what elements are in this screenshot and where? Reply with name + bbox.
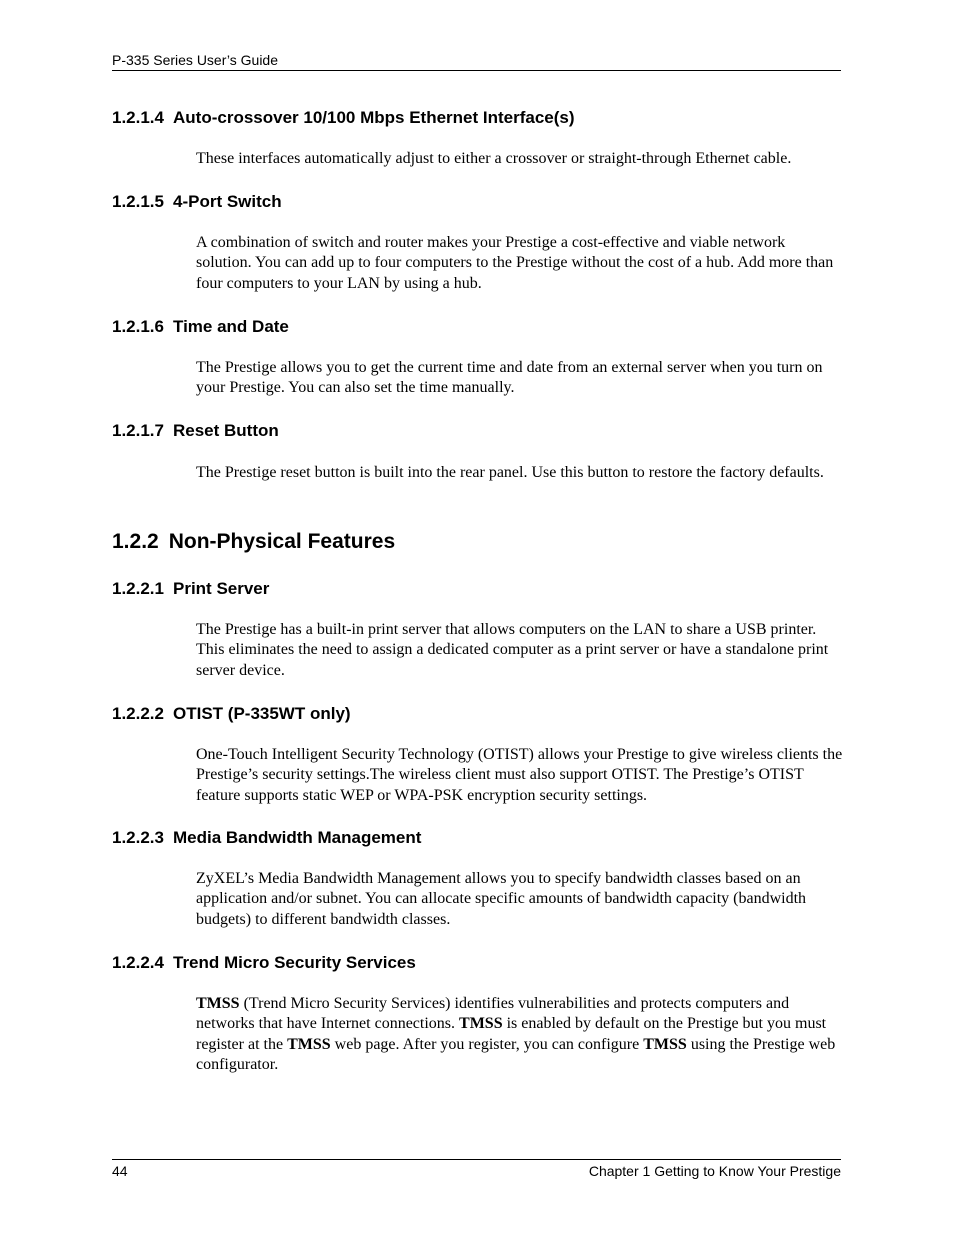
section-number: 1.2.2.4 bbox=[112, 953, 164, 972]
text-segment: (Trend Micro Security Services) identifies vulnerabilities and protects computers and networks that have Internet connections. bbox=[196, 995, 790, 1033]
heading-1-2-1-6 bbox=[112, 317, 289, 337]
section-title: Non-Physical Features bbox=[168, 530, 396, 553]
section-number: 1.2.2.1 bbox=[112, 579, 164, 598]
section-title: Auto-crossover 10/100 Mbps Ethernet Interface(s) bbox=[173, 108, 575, 127]
paragraph-ethernet-interface: These interfaces automatically adjust to either a crossover or straight-through Ethernet cable. bbox=[196, 150, 792, 167]
paragraph-otist: One-Touch Intelligent Security Technology (OTIST) allows your Prestige to give wireless clients the Prestige’s security settings.The wireless client must also support OTIST. The Prestige’s OTIST feature supports static WEP or WPA-PSK encryption security settings. bbox=[196, 746, 843, 804]
section-number: 1.2.1.7 bbox=[112, 421, 164, 440]
heading-1-2-1-5 bbox=[112, 192, 282, 212]
paragraph-4-port-switch: A combination of switch and router makes your Prestige a cost-effective and viable network solution. You can add up to four computers to the Prestige without the cost of a hub. Add more than four computers to your LAN by using a hub. bbox=[196, 234, 834, 292]
tmss-term: TMSS bbox=[643, 1035, 687, 1053]
heading-1-2-2-1 bbox=[112, 579, 269, 599]
section-title: Media Bandwidth Management bbox=[173, 828, 422, 847]
section-number: 1.2.1.6 bbox=[112, 317, 164, 336]
tmss-term: TMSS bbox=[196, 995, 240, 1012]
tmss-term: TMSS bbox=[287, 1035, 331, 1053]
heading-1-2-1-7 bbox=[112, 421, 279, 441]
tmss-term: TMSS bbox=[459, 1015, 503, 1033]
section-title: Time and Date bbox=[173, 317, 289, 336]
paragraph-media-bandwidth: ZyXEL’s Media Bandwidth Management allows you to specify bandwidth classes based on an application and/or subnet. You can allocate specific amounts of bandwidth capacity (bandwidth budgets) to different bandwidth classes. bbox=[196, 870, 807, 928]
running-header bbox=[112, 52, 841, 71]
heading-1-2-2-4 bbox=[112, 953, 416, 973]
heading-1-2-2-2 bbox=[112, 704, 351, 724]
running-footer bbox=[112, 1159, 841, 1180]
section-title: Trend Micro Security Services bbox=[173, 953, 416, 972]
section-title: 4-Port Switch bbox=[173, 192, 282, 211]
text-segment: web page. After you register, you can configure bbox=[330, 1035, 644, 1053]
chapter-title: Chapter 1 Getting to Know Your Prestige bbox=[588, 1163, 841, 1179]
paragraph-trend-micro bbox=[196, 994, 844, 1076]
page-number: 44 bbox=[112, 1163, 128, 1179]
paragraph-time-and-date: The Prestige allows you to get the current time and date from an external server when you turn on your Prestige. You can also set the time manually. bbox=[196, 359, 823, 397]
section-number: 1.2.2.3 bbox=[112, 828, 164, 847]
section-title: Print Server bbox=[173, 579, 270, 598]
text-segment: is enabled by default on the Prestige but you must register at the bbox=[196, 1015, 827, 1053]
heading-1-2-1-4 bbox=[112, 108, 575, 128]
paragraph-reset-button: The Prestige reset button is built into the rear panel. Use this button to restore the factory defaults. bbox=[196, 464, 824, 481]
text-segment: using the Prestige web configurator. bbox=[196, 1035, 836, 1074]
section-title: Reset Button bbox=[173, 421, 279, 440]
section-title: OTIST (P-335WT only) bbox=[173, 704, 351, 723]
section-number: 1.2.1.4 bbox=[112, 108, 164, 127]
section-number: 1.2.2 bbox=[112, 530, 159, 553]
heading-1-2-2-3 bbox=[112, 828, 421, 848]
paragraph-print-server: The Prestige has a built-in print server that allows computers on the LAN to share a USB printer. This eliminates the need to assign a dedicated computer as a print server or have a standalone print server device. bbox=[196, 621, 829, 679]
guide-title: P-335 Series User’s Guide bbox=[112, 52, 279, 68]
section-number: 1.2.2.2 bbox=[112, 704, 164, 723]
section-number: 1.2.1.5 bbox=[112, 192, 164, 211]
heading-1-2-2 bbox=[112, 530, 395, 554]
